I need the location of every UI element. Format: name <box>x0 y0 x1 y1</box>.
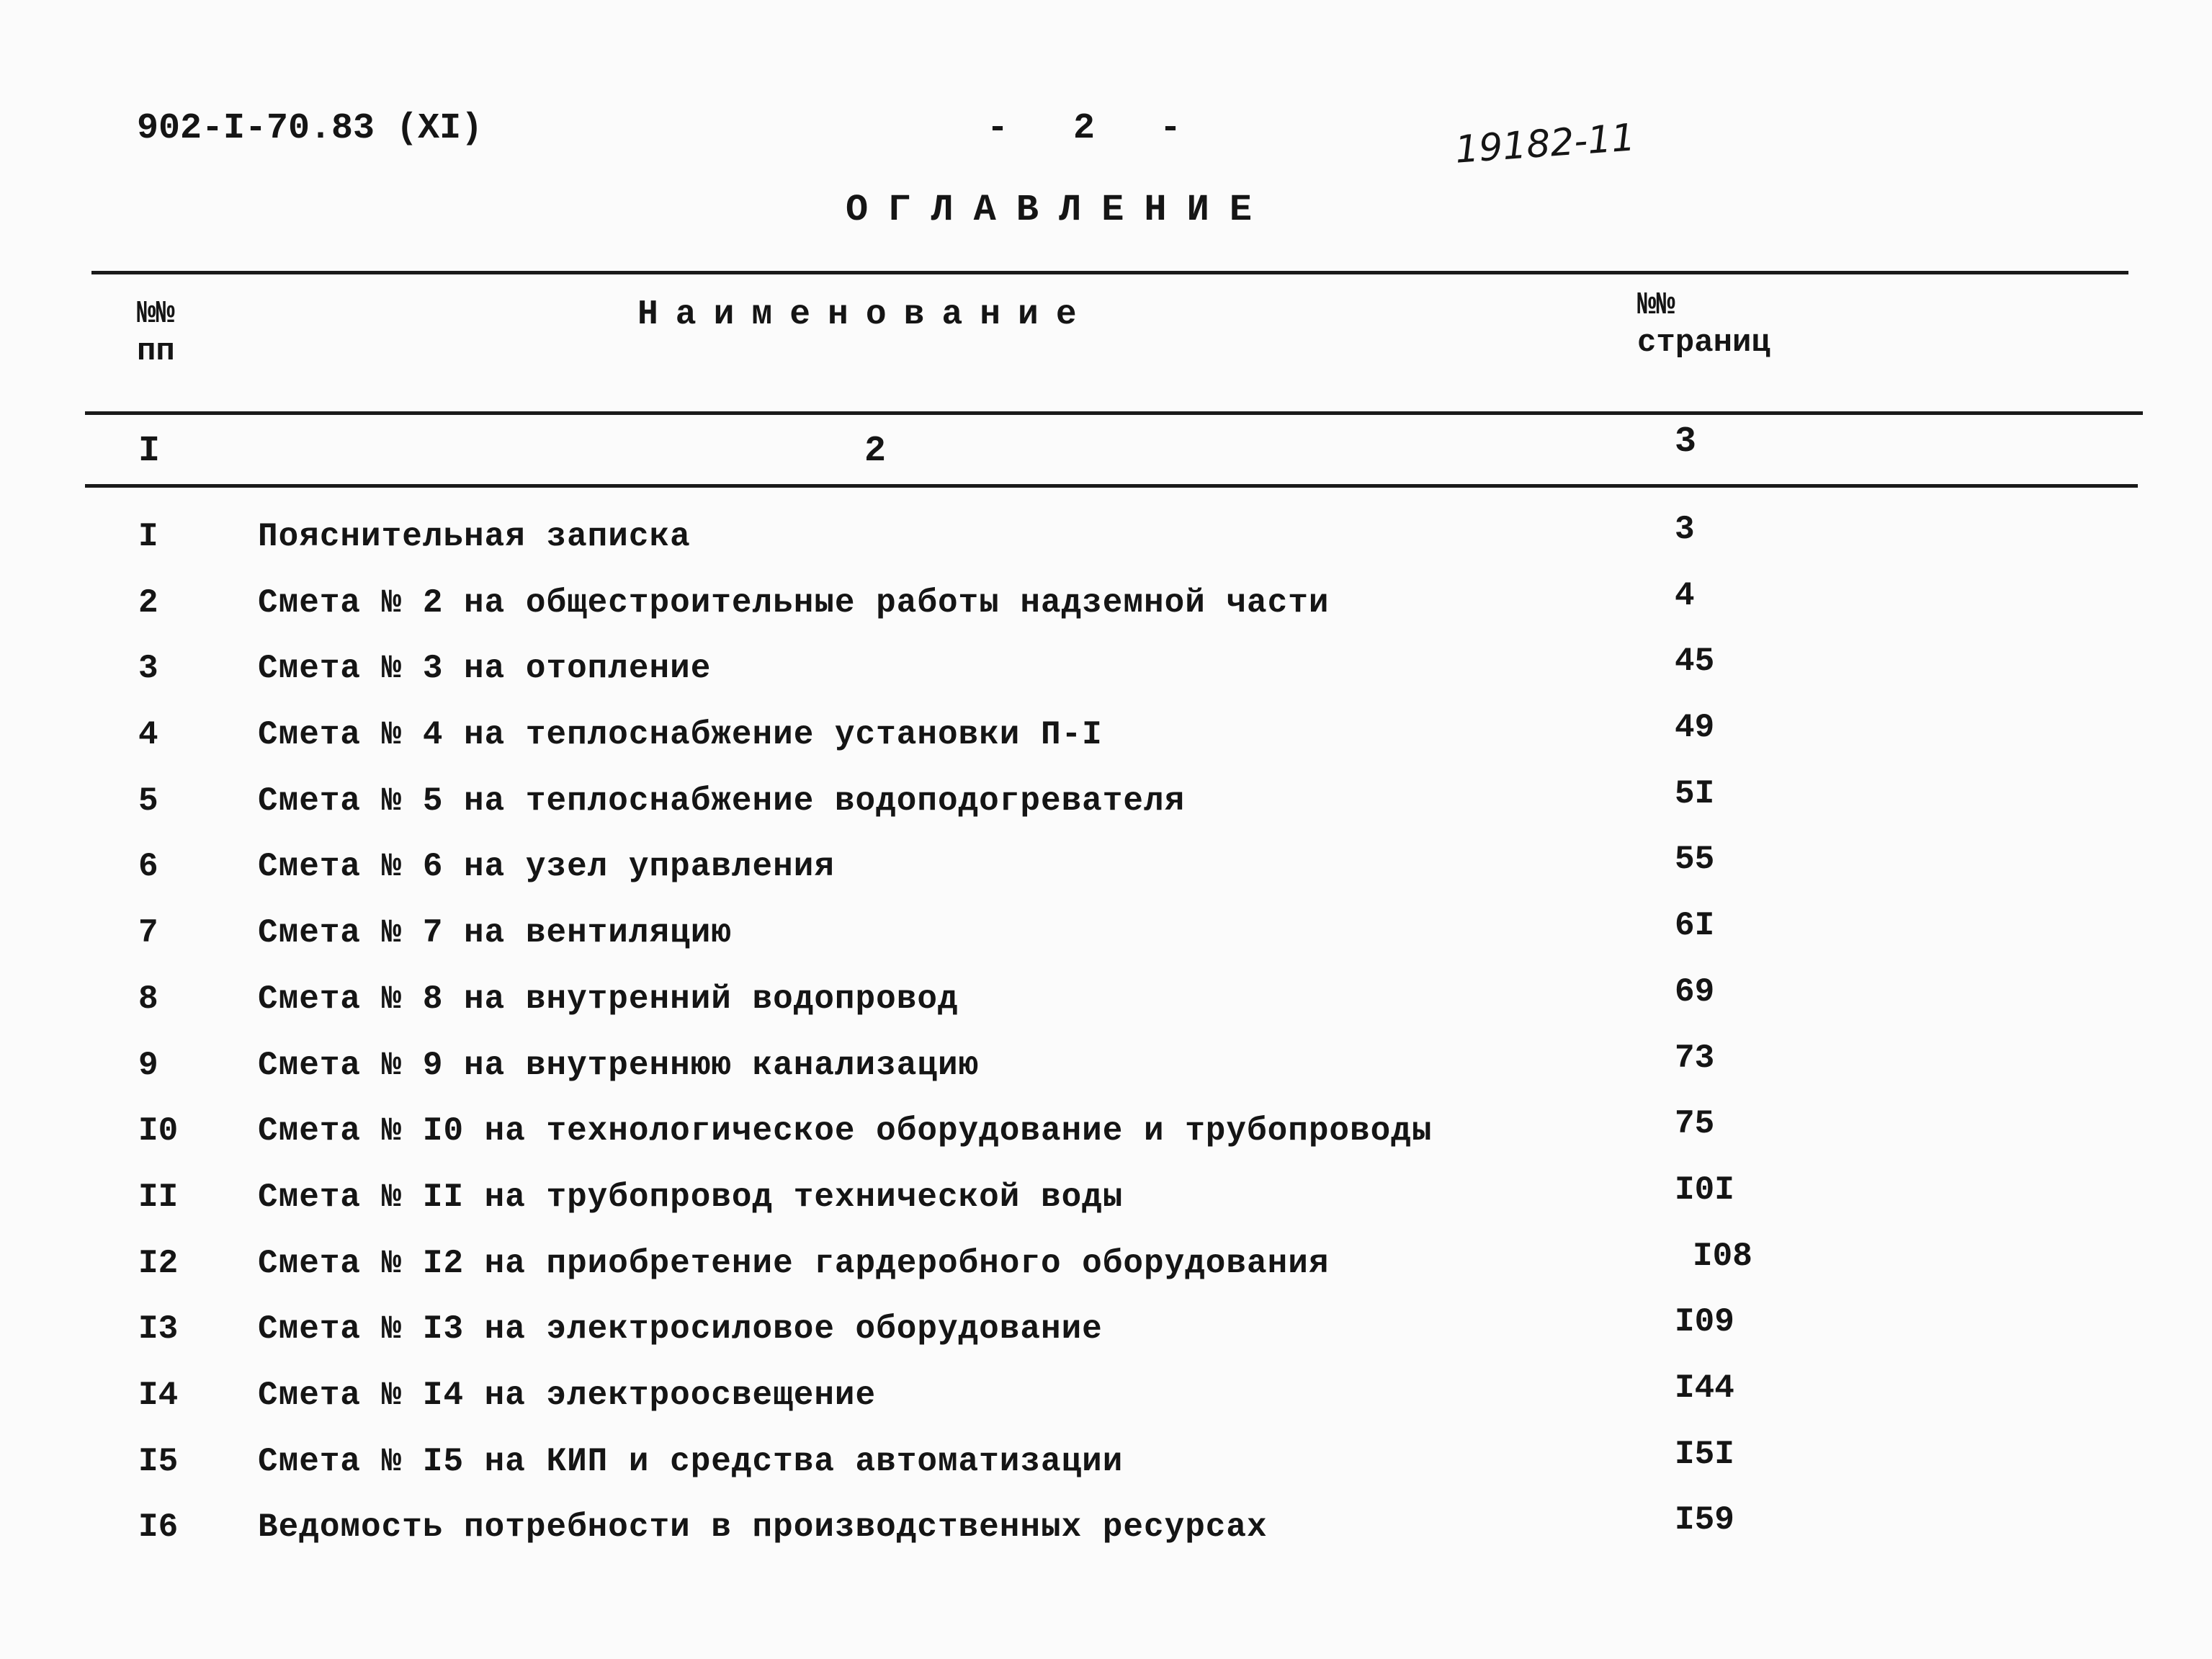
row-number: I3 <box>138 1310 179 1349</box>
column-number-1: I <box>138 431 161 472</box>
table-row <box>0 635 2212 702</box>
column-header-pages-line2: страниц <box>1637 325 1770 361</box>
document-code: 902-I-70.83 (XI) <box>137 108 483 149</box>
page-title: ОГЛАВЛЕНИЕ <box>845 189 1273 231</box>
table-row <box>0 1296 2212 1362</box>
row-name: Смета № 6 на узел управления <box>258 848 835 886</box>
row-number: I4 <box>138 1376 179 1414</box>
column-number-2: 2 <box>864 431 887 472</box>
row-number: I5 <box>138 1442 179 1480</box>
row-number: 4 <box>138 716 158 754</box>
row-number: I2 <box>138 1244 179 1282</box>
registration-number: 19182-11 <box>1454 116 1637 172</box>
table-row <box>0 768 2212 834</box>
row-name: Смета № 9 на внутреннюю канализацию <box>258 1046 980 1084</box>
row-name: Смета № 3 на отопление <box>258 650 712 688</box>
table-row <box>0 900 2212 966</box>
table-row <box>0 1032 2212 1099</box>
table-row <box>0 1098 2212 1164</box>
row-number: 3 <box>138 650 158 688</box>
row-name: Смета № I5 на КИП и средства автоматизации <box>258 1442 1124 1480</box>
row-number: I6 <box>138 1508 179 1547</box>
column-header-number-line2: пп <box>137 334 175 370</box>
table-row <box>0 1428 2212 1495</box>
header-bottom-rule <box>85 411 2143 415</box>
row-number: 9 <box>138 1046 158 1084</box>
table-row <box>0 833 2212 900</box>
column-header-number <box>137 295 175 370</box>
page-number: - 2 - <box>987 108 1204 149</box>
table-row <box>0 966 2212 1032</box>
row-page: 45 <box>1675 643 1715 681</box>
row-page: 55 <box>1675 841 1715 879</box>
row-name: Ведомость потребности в производственных ресурсах <box>258 1508 1268 1547</box>
row-page: I0I <box>1675 1171 1734 1209</box>
row-name: Смета № 7 на вентиляцию <box>258 914 732 952</box>
row-name: Смета № 8 на внутренний водопровод <box>258 980 959 1018</box>
row-number: 8 <box>138 980 158 1018</box>
table-row <box>0 570 2212 636</box>
row-number: 2 <box>138 583 158 622</box>
row-page: 75 <box>1675 1105 1715 1143</box>
row-name: Смета № II на трубопровод технической воды <box>258 1178 1124 1216</box>
column-number-3: 3 <box>1675 421 1697 462</box>
row-name: Смета № 4 на теплоснабжение установки П-I <box>258 716 1103 754</box>
column-header-pages <box>1637 287 1770 362</box>
column-header-number-line1: №№ <box>137 296 175 332</box>
table-top-rule <box>91 271 2128 274</box>
column-header-name: Наименование <box>637 295 1094 334</box>
row-number: 7 <box>138 914 158 952</box>
row-page: 6I <box>1675 907 1715 945</box>
row-page: I08 <box>1693 1237 1752 1275</box>
row-number: I <box>138 518 158 555</box>
row-name: Смета № 5 на теплоснабжение водоподогревателя <box>258 782 1186 820</box>
row-name: Смета № I2 на приобретение гардеробного оборудования <box>258 1244 1330 1282</box>
column-numbers-rule <box>85 484 2138 488</box>
table-row <box>0 1494 2212 1560</box>
table-row <box>0 1164 2212 1230</box>
row-name: Смета № I0 на технологическое оборудование и трубопроводы <box>258 1112 1433 1150</box>
row-page: I5I <box>1675 1435 1734 1473</box>
row-name: Смета № I4 на электроосвещение <box>258 1376 877 1414</box>
row-page: I59 <box>1675 1501 1734 1539</box>
table-row <box>0 1362 2212 1428</box>
row-page: 5I <box>1675 774 1715 813</box>
row-page: I44 <box>1675 1369 1734 1407</box>
row-number: 5 <box>138 782 158 820</box>
table-row <box>0 1230 2212 1297</box>
table-body <box>0 504 2212 1560</box>
row-number: 6 <box>138 848 158 886</box>
row-page: 4 <box>1675 576 1695 614</box>
column-header-pages-line1: №№ <box>1637 287 1675 323</box>
row-name: Пояснительная записка <box>258 518 691 555</box>
row-name: Смета № I3 на электросиловое оборудование <box>258 1310 1103 1349</box>
row-page: 3 <box>1675 511 1695 548</box>
row-number: II <box>138 1178 179 1216</box>
table-row <box>0 504 2212 570</box>
table-row <box>0 702 2212 768</box>
row-page: 69 <box>1675 972 1715 1011</box>
row-page: I09 <box>1675 1303 1734 1341</box>
row-name: Смета № 2 на общестроительные работы надземной части <box>258 583 1330 622</box>
row-page: 73 <box>1675 1039 1715 1077</box>
row-number: I0 <box>138 1112 179 1150</box>
row-page: 49 <box>1675 709 1715 747</box>
